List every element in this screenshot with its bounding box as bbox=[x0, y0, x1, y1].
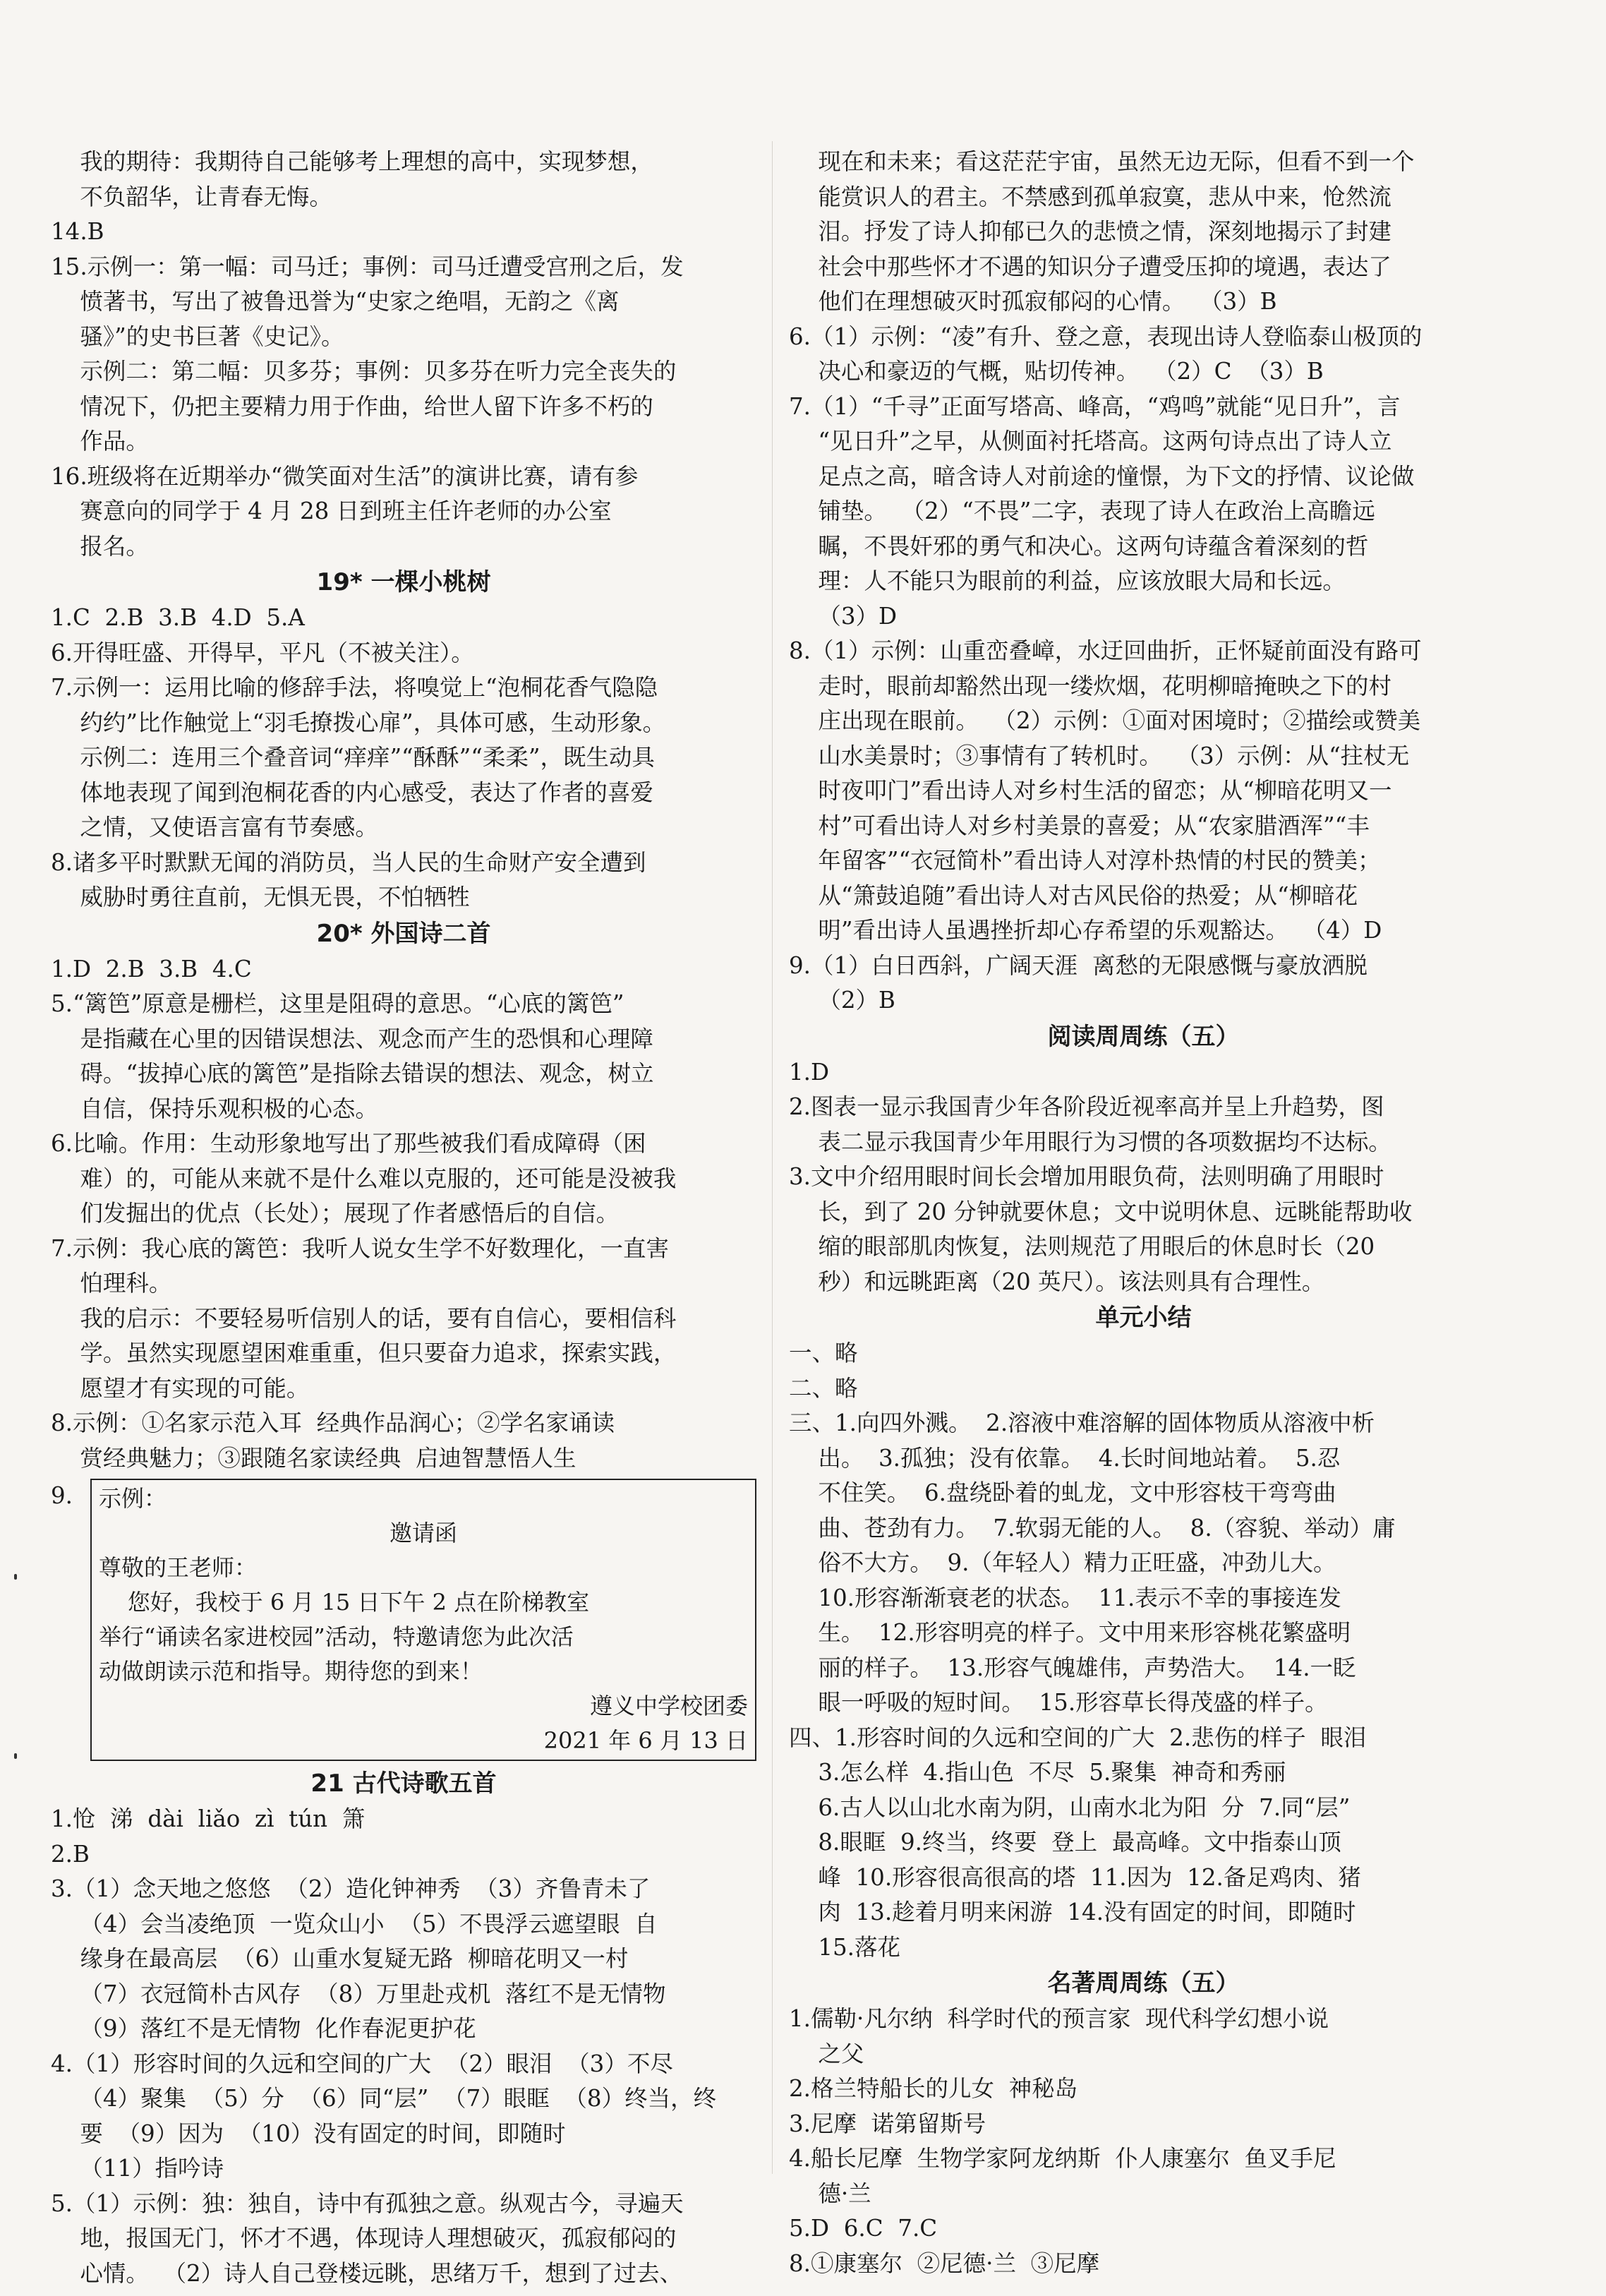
answer-item: 7.示例一：运用比喻的修辞手法，将嗅觉上“泡桐花香气隐隐 约约”比作触觉上“羽毛撩拨心扉”，具体可感，生动形象。 示例二：连用三个叠音词“痒痒”“酥酥”“柔柔”，既生动具 体地表现了闻到泡桐花香的内心感受，表达了作者的喜爱 之情，又使语言富有节奏感。 bbox=[51, 674, 666, 841]
invitation-line: 遵义中学校团委 bbox=[589, 1693, 748, 1719]
answer-item: 7.（1）“千寻”正面写塔高、峰高，“鸡鸣”就能“见日升”，言 “见日升”之早，从侧面衬托塔高。这两句诗点出了诗人立 足点之高，暗含诗人对前途的憧憬，为下文的抒情、议论做 铺垫。 （2）“不畏”二字，表现了诗人在政治上高瞻远 瞩，不畏奸邪的勇气和决心。这两句诗蕴含着深刻的哲 理：人不能只为眼前的利益，应该放眼大局和长远。 （3）D bbox=[789, 392, 1415, 630]
invitation-answer bbox=[51, 1479, 756, 1761]
answer-item: 1.D bbox=[789, 1058, 830, 1086]
right-column bbox=[789, 145, 1498, 2281]
answer-item: 四、1.形容时间的久远和空间的广大 2.悲伤的样子 眼泪 3.怎么样 4.指山色 不尽 5.聚集 神奇和秀丽 6.古人以山北水南为阴，山南水北为阳 分 7.同“层” 8.眼眶 9.终当，终要 登上 最高峰。文中指泰山顶 峰 10.形容很高很高的塔 11.因为 12.备足鸡肉、猪 肉 13.趁着月明来闲游 14.没有固定的时间，即随时 15.落花 bbox=[789, 1724, 1367, 1961]
answer-item: 2.B bbox=[51, 1840, 90, 1868]
answer-item: 现在和未来；看这茫茫宇宙，虽然无边无际，但看不到一个 能赏识人的君主。不禁感到孤单寂寞，悲从中来，怆然流 泪。抒发了诗人抑郁已久的悲愤之情，深刻地揭示了封建 社会中那些怀才不遇的知识分子遭受压抑的境遇，表达了 他们在理想破灭时孤寂郁闷的心情。 （3）B bbox=[818, 148, 1415, 315]
answer-item: 8.示例：①名家示范入耳 经典作品润心；②学名家诵读 赏经典魅力；③跟随名家读经典 启迪智慧悟人生 bbox=[51, 1410, 615, 1472]
answer-item: 1.儒勒·凡尔纳 科学时代的预言家 现代科学幻想小说 之父 bbox=[789, 2005, 1329, 2067]
left-column bbox=[51, 145, 756, 2291]
answer-item: 3.尼摩 诺第留斯号 bbox=[789, 2110, 986, 2137]
answer-item: 三、1.向四外溅。 2.溶液中难溶解的固体物质从溶液中析 出。 3.孤独；没有依靠。 4.长时间地站着。 5.忍 不住笑。 6.盘绕卧着的虬龙，文中形容枝干弯弯曲 曲、苍劲有力。 7.软弱无能的人。 8.（容貌、举动）庸 俗不大方。 9.（年轻人）精力正旺盛，冲劲儿大。 10.形容渐渐衰老的状态。 11.表示不幸的事接连发 生。 12.形容明亮的样子。文中用来形容桃花繁盛明 丽的样子。 13.形容气魄雄伟，声势浩大。 14.一眨 眼一呼吸的短时间。 15.形容草长得茂盛的样子。 bbox=[789, 1410, 1396, 1716]
invitation-line: 举行“诵读名家进校园”活动，特邀请您为此次活 bbox=[99, 1623, 574, 1650]
answer-item: 5.D 6.C 7.C bbox=[789, 2215, 938, 2242]
section-heading: 阅读周周练（五） bbox=[1047, 1022, 1240, 1051]
question-number: 9. bbox=[51, 1482, 73, 1509]
answer-item: 一、略 bbox=[789, 1340, 858, 1366]
answer-item: 8.（1）示例：山重峦叠嶂，水迂回曲折，正怀疑前面没有路可 走时，眼前却豁然出现一缕炊烟，花明柳暗掩映之下的村 庄出现在眼前。 （2）示例：①面对困境时；②描绘或赞美 山水美景时；③事情有了转机时。 （3）示例：从“拄杖无 时夜叩门”看出诗人对乡村生活的留恋；从“柳暗花明又一 村”可看出诗人对乡村美景的喜爱；从“农家腊酒浑”“丰 年留客”“衣冠简朴”看出诗人对淳朴热情的村民的赞美； 从“箫鼓追随”看出诗人对古风民俗的热爱；从“柳暗花 明”看出诗人虽遇挫折却心存希望的乐观豁达。 （4）D bbox=[789, 637, 1422, 944]
answer-item: 二、略 bbox=[789, 1374, 858, 1402]
answer-item: 8.①康塞尔 ②尼德·兰 ③尼摩 bbox=[789, 2249, 1100, 2277]
invitation-line: 尊敬的王老师： bbox=[99, 1554, 258, 1581]
answer-item: 我的期待：我期待自己能够考上理想的高中，实现梦想， 不负韶华，让青春无悔。 bbox=[80, 148, 653, 210]
invitation-letter-box bbox=[90, 1479, 756, 1761]
answer-item: 2.图表一显示我国青少年各阶段近视率高并呈上升趋势，图 表二显示我国青少年用眼行为习惯的各项数据均不达标。 bbox=[789, 1093, 1391, 1155]
invitation-line: 示例： bbox=[99, 1485, 167, 1512]
invitation-line: 动做朗读示范和指导。期待您的到来！ bbox=[99, 1658, 483, 1685]
answer-item: 9.（1）白日西斜，广阔天涯 离愁的无限感慨与豪放洒脱 （2）B bbox=[789, 951, 1367, 1014]
invitation-line: 2021 年 6 月 13 日 bbox=[543, 1727, 748, 1754]
answer-item: 1.D 2.B 3.B 4.C bbox=[51, 955, 252, 982]
answer-item: 2.格兰特船长的儿女 神秘岛 bbox=[789, 2075, 1078, 2102]
margin-mark bbox=[14, 1753, 17, 1759]
section-heading: 名著周周练（五） bbox=[1047, 1969, 1240, 1997]
answer-item: 7.示例：我心底的篱笆：我听人说女生学不好数理化，一直害 怕理科。 我的启示：不要轻易听信别人的话，要有自信心，要相信科 学。虽然实现愿望困难重重，但只要奋力追求，探索实践， 愿望才有实现的可能。 bbox=[51, 1234, 677, 1402]
answer-item: 4.（1）形容时间的久远和空间的广大 （2）眼泪 （3）不尽 （4）聚集 （5）分 （6）同“层” （7）眼眶 （8）终当，终 要 （9）因为 （10）没有固定的时间，即随时 （11）指吟诗 bbox=[51, 2050, 717, 2182]
answer-item: 16.班级将在近期举办“微笑面对生活”的演讲比赛，请有参 赛意向的同学于 4 月 28 日到班主任许老师的办公室 报名。 bbox=[51, 462, 639, 560]
invitation-line: 您好，我校于 6 月 15 日下午 2 点在阶梯教室 bbox=[99, 1589, 590, 1616]
answer-item: 6.比喻。作用：生动形象地写出了那些被我们看成障碍（困 难）的，可能从来就不是什么难以克服的，还可能是没被我 们发掘出的优点（长处）；展现了作者感悟后的自信。 bbox=[51, 1130, 677, 1227]
answer-item: 8.诸多平时默默无闻的消防员，当人民的生命财产安全遭到 威胁时勇往直前，无惧无畏，不怕牺牲 bbox=[51, 848, 646, 910]
answer-item: 4.船长尼摩 生物学家阿龙纳斯 仆人康塞尔 鱼叉手尼 德·兰 bbox=[789, 2145, 1336, 2207]
section-heading: 单元小结 bbox=[1095, 1304, 1192, 1332]
section-heading: 20* 外国诗二首 bbox=[316, 919, 491, 948]
answer-item: 3.文中介绍用眼时间长会增加用眼负荷，法则明确了用眼时 长，到了 20 分钟就要休息；文中说明休息、远眺能帮助收 缩的眼部肌肉恢复，法则规范了用眼后的休息时长（20 秒）和远眺距离（20 英尺）。该法则具有合理性。 bbox=[789, 1163, 1413, 1295]
section-heading: 19* 一棵小桃树 bbox=[316, 568, 491, 596]
answer-item: 6.开得旺盛、开得早，平凡（不被关注）。 bbox=[51, 639, 474, 666]
answer-item: 3.（1）念天地之悠悠 （2）造化钟神秀 （3）齐鲁青未了 （4）会当凌绝顶 一览众山小 （5）不畏浮云遮望眼 自 缘身在最高层 （6）山重水复疑无路 柳暗花明又一村 （7）衣冠简朴古风存 （8）万里赴戎机 落红不是无情物 （9）落红不是无情物 化作春泥更护花 bbox=[51, 1875, 666, 2042]
answer-item: 1.怆 涕 dài liǎo zì tún 箫 bbox=[51, 1805, 366, 1832]
answer-item: 5.（1）示例：独：独自，诗中有孤独之意。纵观古今，寻遍天 地，报国无门，怀才不遇，体现诗人理想破灭，孤寂郁闷的 心情。 （2）诗人自己登楼远眺，思绪万千，想到了过去、 bbox=[51, 2189, 684, 2287]
answer-item: 6.（1）示例：“凌”有升、登之意，表现出诗人登临泰山极顶的 决心和豪迈的气概，贴切传神。 （2）C （3）B bbox=[789, 323, 1423, 385]
margin-mark bbox=[14, 1574, 17, 1580]
answer-item: 14.B bbox=[51, 218, 104, 245]
column-divider bbox=[772, 141, 773, 2174]
invitation-line: 邀请函 bbox=[389, 1520, 457, 1546]
answer-item: 1.C 2.B 3.B 4.D 5.A bbox=[51, 604, 305, 631]
section-heading: 21 古代诗歌五首 bbox=[310, 1769, 497, 1798]
answer-item: 5.“篱笆”原意是栅栏，这里是阻碍的意思。“心底的篱笆” 是指藏在心里的因错误想法、观念而产生的恐惧和心理障 碍。“拔掉心底的篱笆”是指除去错误的想法、观念，树立 自信，保持乐观积极的心态。 bbox=[51, 990, 654, 1122]
answer-item: 15.示例一：第一幅：司马迁；事例：司马迁遭受宫刑之后，发 愤著书，写出了被鲁迅誉为“史家之绝唱，无韵之《离 骚》”的史书巨著《史记》。 示例二：第二幅：贝多芬；事例：贝多芬在听力完全丧失的 情况下，仍把主要精力用于作曲，给世人留下许多不朽的 作品。 bbox=[51, 253, 684, 455]
